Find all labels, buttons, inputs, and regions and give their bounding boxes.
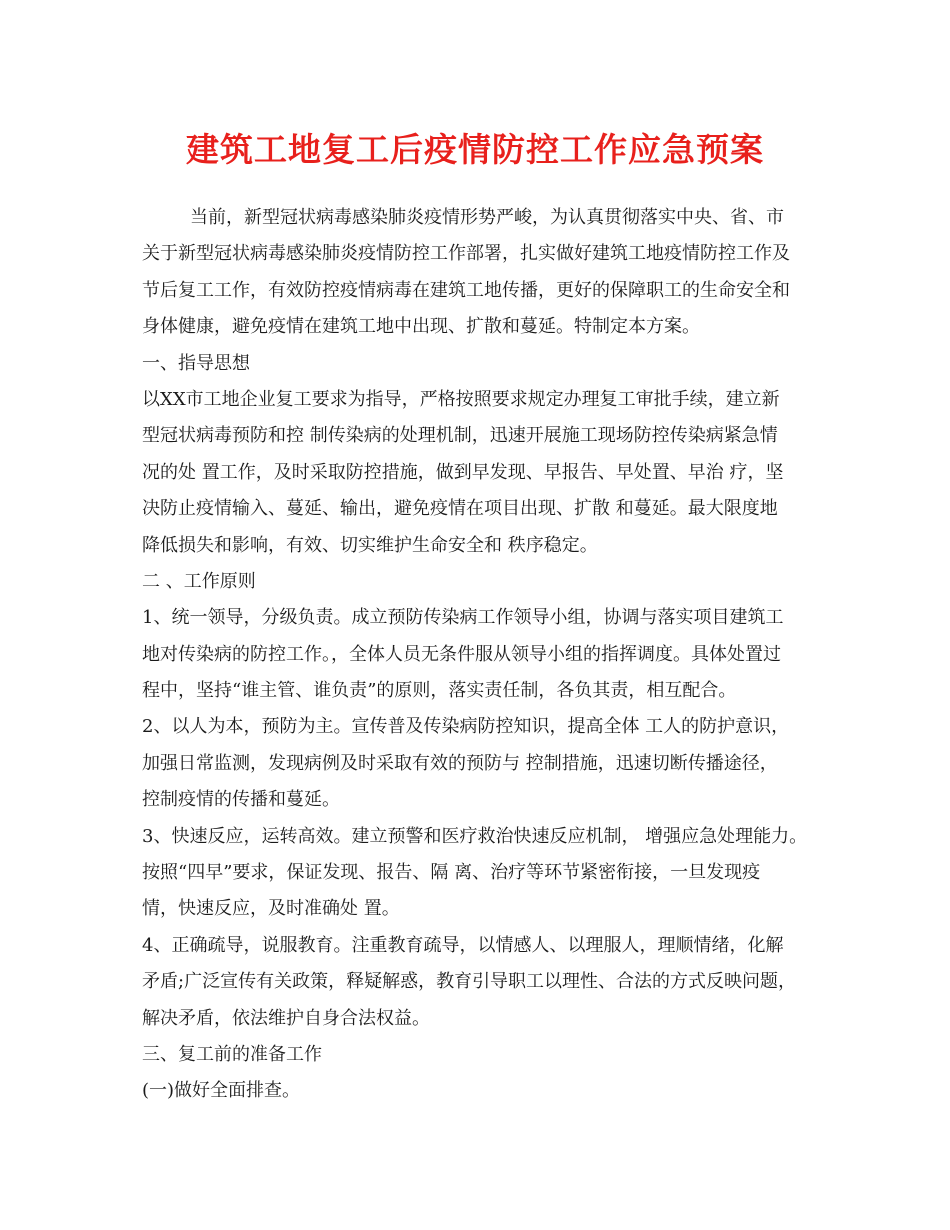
- paragraph-line: 地对传染病的防控工作。，全体人员无条件服从领导小组的指挥调度。具体处置过: [142, 643, 781, 665]
- subsection-heading: (一)做好全面排查。: [142, 1080, 301, 1102]
- paragraph-line: 身体健康，避免疫情在建筑工地中出现、扩散和蔓延。特制定本方案。: [142, 316, 700, 338]
- paragraph-line: 情，快速反应，及时准确处 置。: [142, 898, 400, 920]
- paragraph-line: 决防止疫情输入、蔓延、输出，避免疫情在项目出现、扩散 和蔓延。最大限度地: [142, 498, 778, 520]
- paragraph-line: 以XX市工地企业复工要求为指导，严格按照要求规定办理复工审批手续，建立新: [142, 388, 780, 410]
- paragraph-line: 况的处 置工作，及时采取防控措施，做到早发现、早报告、早处置、早治 疗，坚: [142, 461, 784, 483]
- paragraph-line: 节后复工工作，有效防控疫情病毒在建筑工地传播，更好的保障职工的生命安全和: [142, 279, 790, 301]
- paragraph-line: 按照“四早”要求，保证发现、报告、隔 离、治疗等环节紧密衔接，一旦发现疫: [142, 862, 761, 884]
- paragraph-line: 程中，坚持“谁主管、谁负责”的原则，落实责任制，各负其责，相互配合。: [142, 680, 737, 702]
- paragraph-line: 当前，新型冠状病毒感染肺炎疫情形势严峻，为认真贯彻落实中央、省、市: [190, 207, 784, 228]
- paragraph-line: 解决矛盾，依法维护自身合法权益。: [142, 1007, 430, 1029]
- paragraph-line: 1、统一领导，分级负责。成立预防传染病工作领导小组，协调与落实项目建筑工: [142, 607, 784, 629]
- document-body: [142, 200, 832, 1110]
- paragraph-line: 型冠状病毒预防和控 制传染病的处理机制，迅速开展施工现场防控传染病紧急情: [142, 425, 778, 447]
- paragraph-line: 2、以人为本，预防为主。宣传普及传染病防控知识，提高全体 工人的防护意识，: [142, 716, 790, 738]
- section-heading-guiding-thought: 一、指导思想: [142, 352, 250, 374]
- document-title: 建筑工地复工后疫情防控工作应急预案: [186, 130, 764, 169]
- paragraph-line: 加强日常监测，发现病例及时采取有效的预防与 控制措施，迅速切断传播途径，: [142, 752, 778, 774]
- paragraph-line: 3、快速反应，运转高效。建立预警和医疗救治快速反应机制， 增强应急处理能力。: [142, 825, 808, 847]
- paragraph-line: 关于新型冠状病毒感染肺炎疫情防控工作部署，扎实做好建筑工地疫情防控工作及: [142, 243, 790, 265]
- paragraph-line: 矛盾;广泛宣传有关政策，释疑解惑，教育引导职工以理性、合法的方式反映问题，: [142, 971, 797, 993]
- paragraph-line: 4、正确疏导，说服教育。注重教育疏导，以情感人、以理服人，理顺情绪，化解: [142, 934, 784, 956]
- section-heading-work-principles: 二 、工作原则: [142, 570, 256, 592]
- paragraph-line: 控制疫情的传播和蔓延。: [142, 789, 340, 811]
- paragraph-line: 降低损失和影响，有效、切实维护生命安全和 秩序稳定。: [142, 534, 598, 556]
- section-heading-preparation: 三、复工前的准备工作: [142, 1043, 322, 1065]
